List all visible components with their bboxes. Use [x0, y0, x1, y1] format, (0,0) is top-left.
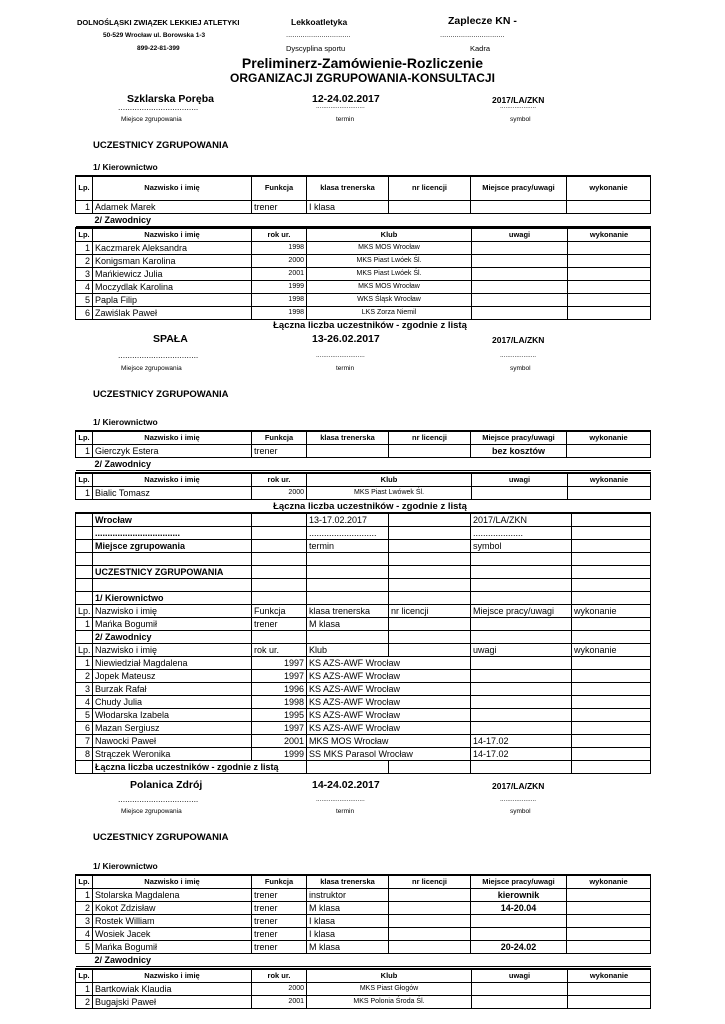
row-function: trener: [252, 618, 307, 631]
row-notes: [471, 657, 572, 670]
table-header-row: [76, 644, 651, 657]
row-name: Strączek Weronika: [93, 748, 252, 761]
row-class: I klasa: [307, 200, 389, 213]
row-lp: 2: [76, 670, 93, 683]
athletes-subheading-row: [76, 458, 651, 471]
row-class: M klasa: [307, 941, 389, 954]
row-club: MKS MOS Wrocław: [307, 242, 472, 255]
row-club: MKS Piast Lwówek Śl.: [307, 487, 472, 500]
license-header: nr licencji: [389, 431, 471, 445]
license-header: nr licencji: [389, 875, 471, 889]
athletes-subheading-row: [76, 954, 651, 967]
workplace-header: Miejsce pracy/uwagi: [471, 431, 567, 445]
cadre-label: Kadra: [470, 44, 491, 53]
row-function: trener: [252, 915, 307, 928]
row-lp: 1: [76, 889, 93, 902]
row-club: KS AZS-AWF Wrocław: [307, 683, 471, 696]
row-lp: 1: [76, 983, 93, 996]
table-row: [76, 281, 651, 294]
table-row: [76, 268, 651, 281]
row-club: SS MKS Parasol Wrocław: [307, 748, 471, 761]
row-name: Bartkowiak Klaudia: [93, 983, 252, 996]
row-function: trener: [252, 902, 307, 915]
lp-header: Lp.: [76, 228, 93, 242]
table-row: [76, 657, 651, 670]
row-lp: 3: [76, 915, 93, 928]
camp1-management-heading: 1/ Kierownictwo: [93, 162, 158, 172]
camp3-place-label: Miejsce zgrupowania: [93, 540, 252, 553]
camp1-symbol-label: symbol: [510, 116, 531, 123]
camp1-symbol-dots: ....................: [500, 103, 537, 110]
camp4-term-label: termin: [336, 808, 355, 815]
row-name: Mańkiewicz Julia: [93, 268, 252, 281]
camp4-term: 14-24.02.2017: [312, 779, 380, 791]
row-name: Bugajski Paweł: [93, 996, 252, 1009]
notes-header: uwagi: [471, 644, 572, 657]
row-class: instruktor: [307, 889, 389, 902]
camp3-symbol: 2017/LA/ZKN: [471, 513, 572, 527]
table-row: [76, 683, 651, 696]
discipline-dots: ...............................: [286, 30, 351, 39]
row-club: LKS Zorza Niemil: [307, 307, 472, 320]
workplace-header: Miejsce pracy/uwagi: [471, 875, 567, 889]
camp4-symbol-label: symbol: [510, 808, 531, 815]
name-header: Nazwisko i imię: [93, 228, 252, 242]
table-row: [76, 307, 651, 320]
row-class: M klasa: [307, 618, 389, 631]
row-lp: 5: [76, 294, 93, 307]
camp1-symbol: 2017/LA/ZKN: [492, 95, 545, 105]
row-name: Zawiślak Paweł: [93, 307, 252, 320]
row-class: M klasa: [307, 902, 389, 915]
page-title: Preliminerz-Zamówienie-Rozliczenie: [241, 55, 484, 71]
function-header: Funkcja: [252, 431, 307, 445]
row-year: 1998: [252, 696, 307, 709]
discipline-value: Lekkoatletyka: [291, 17, 348, 27]
row-year: 1998: [252, 242, 307, 255]
year-header: rok ur.: [252, 228, 307, 242]
row-lp: 2: [76, 902, 93, 915]
row-lp: 1: [76, 242, 93, 255]
table-row: [76, 748, 651, 761]
athletes-subheading-row: [76, 213, 651, 226]
row-club: MKS Polonia Środa Śl.: [307, 996, 472, 1009]
table-row: [76, 255, 651, 268]
name-header: Nazwisko i imię: [93, 644, 252, 657]
name-header: Nazwisko i imię: [93, 969, 252, 983]
execution-header: wykonanie: [567, 875, 651, 889]
club-header: Klub: [307, 644, 389, 657]
license-header: nr licencji: [389, 605, 471, 618]
table-header-row: [76, 969, 651, 983]
discipline-label: Dyscyplina sportu: [286, 44, 346, 53]
table-row: [76, 902, 651, 915]
row-year: 1996: [252, 683, 307, 696]
row-lp: 5: [76, 941, 93, 954]
camp1-term-dots: ...........................: [316, 103, 365, 110]
table-row: [76, 996, 651, 1009]
row-year: 1998: [252, 294, 307, 307]
execution-header: wykonanie: [572, 644, 651, 657]
camp3-place: Wrocław: [93, 513, 252, 527]
notes-header: uwagi: [472, 969, 568, 983]
row-club: WKS Śląsk Wrocław: [307, 294, 472, 307]
org-name: DOLNOŚLĄSKI ZWIĄZEK LEKKIEJ ATLETYKI: [77, 18, 240, 27]
camp3-participants-heading: UCZESTNICY ZGRUPOWANIA: [93, 566, 252, 579]
row-notes: 14-17.02: [471, 748, 572, 761]
table-header-row: [76, 228, 651, 242]
row-execution: [567, 200, 651, 213]
row-name: Nawocki Paweł: [93, 735, 252, 748]
row-notes: [471, 709, 572, 722]
row-lp: 4: [76, 696, 93, 709]
camp2-symbol-dots: ....................: [500, 352, 537, 359]
row-lp: 6: [76, 307, 93, 320]
org-phone: 899-22-81-399: [137, 45, 180, 52]
camp4-place-dots: ..................................: [118, 794, 199, 804]
row-year: 2000: [252, 487, 307, 500]
row-year: 2000: [252, 983, 307, 996]
table-header-row: [76, 605, 651, 618]
row-license: [389, 200, 471, 213]
camp2-place-dots: ..................................: [118, 350, 199, 360]
row-function: trener: [252, 928, 307, 941]
camp2-term-dots: ...........................: [316, 352, 365, 359]
row-notes: [471, 670, 572, 683]
row-club: KS AZS-AWF Wrocław: [307, 657, 471, 670]
camp1-place-dots: ..................................: [118, 102, 199, 112]
camp4-symbol-dots: ....................: [500, 796, 537, 803]
table-row: [76, 200, 651, 213]
org-address: 50-529 Wrocław ul. Borowska 1-3: [103, 32, 206, 39]
camp3-total: Łączna liczba uczestników - zgodnie z listą: [93, 761, 307, 774]
class-header: klasa trenerska: [307, 176, 389, 200]
row-function: trener: [252, 445, 307, 458]
row-year: 2001: [252, 996, 307, 1009]
row-notes: [471, 683, 572, 696]
row-notes: [471, 200, 567, 213]
name-header: Nazwisko i imię: [93, 473, 252, 487]
row-notes: [471, 696, 572, 709]
row-lp: 4: [76, 281, 93, 294]
table-row: [76, 735, 651, 748]
function-header: Funkcja: [252, 875, 307, 889]
lp-header: Lp.: [76, 644, 93, 657]
row-notes: [471, 915, 567, 928]
row-notes: 20-24.02: [471, 941, 567, 954]
camp4-athletes-table: [75, 968, 651, 1009]
camp3-term-label: termin: [307, 540, 389, 553]
row-name: Mańka Bogumił: [93, 618, 252, 631]
lp-header: Lp.: [76, 605, 93, 618]
row-name: Mańka Bogumił: [93, 941, 252, 954]
cadre-dots: ...............................: [440, 30, 505, 39]
row-lp: 3: [76, 683, 93, 696]
camp1-place-label: Miejsce zgrupowania: [121, 116, 182, 123]
row-year: 1997: [252, 657, 307, 670]
table-row: [76, 941, 651, 954]
camp1-management-table: [75, 175, 651, 227]
camp2-total: Łączna liczba uczestników - zgodnie z listą: [273, 501, 467, 512]
year-header: rok ur.: [252, 473, 307, 487]
row-lp: 1: [76, 487, 93, 500]
camp2-management-heading: 1/ Kierownictwo: [93, 417, 158, 427]
table-row: [76, 722, 651, 735]
camp4-term-dots: ...........................: [316, 796, 365, 803]
table-header-row: [76, 176, 651, 200]
camp4-place: Polanica Zdrój: [130, 779, 203, 791]
camp3-place-dots: ..................................: [93, 527, 252, 540]
row-name: Niewiedział Magdalena: [93, 657, 252, 670]
row-name: Wosiek Jacek: [93, 928, 252, 941]
row-year: 1997: [252, 722, 307, 735]
row-name: Adamek Marek: [93, 200, 252, 213]
row-club: MKS Piast Głogów: [307, 983, 472, 996]
table-row: [76, 889, 651, 902]
camp2-participants-heading: UCZESTNICY ZGRUPOWANIA: [93, 389, 229, 400]
camp1-participants-heading: UCZESTNICY ZGRUPOWANIA: [93, 140, 229, 151]
table-row: [76, 487, 651, 500]
notes-header: uwagi: [472, 228, 568, 242]
table-row: [76, 445, 651, 458]
row-name: Mazan Sergiusz: [93, 722, 252, 735]
name-header: Nazwisko i imię: [93, 176, 252, 200]
camp3-symbol-dots: ....................: [471, 527, 572, 540]
camp4-symbol: 2017/LA/ZKN: [492, 781, 545, 791]
camp1-athletes-heading: 2/ Zawodnicy: [93, 213, 651, 226]
camp2-athletes-table: [75, 472, 651, 500]
camp3-symbol-label: symbol: [471, 540, 572, 553]
row-function: trener: [252, 941, 307, 954]
table-row: [76, 983, 651, 996]
row-notes: bez kosztów: [471, 445, 567, 458]
camp1-term-label: termin: [336, 116, 355, 123]
row-lp: 4: [76, 928, 93, 941]
row-name: Stolarska Magdalena: [93, 889, 252, 902]
row-name: Kokot Zdzisław: [93, 902, 252, 915]
club-header: Klub: [307, 969, 472, 983]
row-lp: 2: [76, 255, 93, 268]
lp-header: Lp.: [76, 875, 93, 889]
camp2-athletes-heading: 2/ Zawodnicy: [93, 458, 651, 471]
name-header: Nazwisko i imię: [93, 875, 252, 889]
execution-header: wykonanie: [568, 228, 651, 242]
row-function: trener: [252, 200, 307, 213]
lp-header: Lp.: [76, 473, 93, 487]
row-name: Papla Filip: [93, 294, 252, 307]
camp4-participants-heading: UCZESTNICY ZGRUPOWANIA: [93, 832, 229, 843]
camp2-term: 13-26.02.2017: [312, 333, 380, 345]
row-class: I klasa: [307, 915, 389, 928]
row-notes: 14-17.02: [471, 735, 572, 748]
row-lp: 2: [76, 996, 93, 1009]
table-header-row: [76, 473, 651, 487]
row-name: Konigsman Karolina: [93, 255, 252, 268]
row-lp: 7: [76, 735, 93, 748]
row-club: KS AZS-AWF Wrocław: [307, 696, 471, 709]
club-header: Klub: [307, 228, 472, 242]
camp1-total: Łączna liczba uczestników - zgodnie z listą: [273, 320, 467, 331]
name-header: Nazwisko i imię: [93, 431, 252, 445]
table-row: [76, 915, 651, 928]
year-header: rok ur.: [252, 644, 307, 657]
club-header: Klub: [307, 473, 472, 487]
execution-header: wykonanie: [568, 473, 651, 487]
row-lp: 3: [76, 268, 93, 281]
camp2-place: SPAŁA: [153, 333, 188, 345]
camp2-symbol: 2017/LA/ZKN: [492, 335, 545, 345]
row-lp: 1: [76, 618, 93, 631]
row-club: MKS MOS Wrocław: [307, 281, 472, 294]
row-lp: 6: [76, 722, 93, 735]
class-header: klasa trenerska: [307, 431, 389, 445]
camp3-term: 13-17.02.2017: [307, 513, 389, 527]
row-year: 1997: [252, 670, 307, 683]
row-club: KS AZS-AWF Wrocław: [307, 709, 471, 722]
row-lp: 1: [76, 657, 93, 670]
camp1-athletes-table: [75, 227, 651, 320]
table-row: [76, 670, 651, 683]
class-header: klasa trenerska: [307, 605, 389, 618]
row-name: Chudy Julia: [93, 696, 252, 709]
row-name: Bialic Tomasz: [93, 487, 252, 500]
row-club: KS AZS-AWF Wrocław: [307, 670, 471, 683]
row-notes: [471, 722, 572, 735]
row-year: 1999: [252, 748, 307, 761]
page-subtitle: ORGANIZACJI ZGRUPOWANIA-KONSULTACJI: [230, 71, 495, 85]
workplace-header: Miejsce pracy/uwagi: [471, 176, 567, 200]
table-row: [76, 928, 651, 941]
row-lp: 8: [76, 748, 93, 761]
row-year: 1999: [252, 281, 307, 294]
row-notes: kierownik: [471, 889, 567, 902]
table-header-row: [76, 875, 651, 889]
table-row: [76, 709, 651, 722]
camp2-term-label: termin: [336, 365, 355, 372]
table-row: [76, 294, 651, 307]
row-name: Włodarska Izabela: [93, 709, 252, 722]
row-function: trener: [252, 889, 307, 902]
class-header: klasa trenerska: [307, 875, 389, 889]
row-club: MKS Piast Lwóek Śl.: [307, 255, 472, 268]
table-row: [76, 618, 651, 631]
notes-header: uwagi: [472, 473, 568, 487]
camp3-athletes-heading: 2/ Zawodnicy: [93, 631, 252, 644]
camp3-sheet: [75, 512, 651, 774]
row-lp: 5: [76, 709, 93, 722]
row-lp: 1: [76, 445, 93, 458]
camp2-management-table: [75, 430, 651, 471]
table-header-row: [76, 431, 651, 445]
row-name: Rostek William: [93, 915, 252, 928]
name-header: Nazwisko i imię: [93, 605, 252, 618]
lp-header: Lp.: [76, 431, 93, 445]
execution-header: wykonanie: [572, 605, 651, 618]
camp1-place: Szklarska Poręba: [127, 93, 214, 105]
camp1-term: 12-24.02.2017: [312, 93, 380, 105]
row-class: I klasa: [307, 928, 389, 941]
row-year: 2000: [252, 255, 307, 268]
camp2-symbol-label: symbol: [510, 365, 531, 372]
function-header: Funkcja: [252, 605, 307, 618]
execution-header: wykonanie: [568, 969, 651, 983]
execution-header: wykonanie: [567, 431, 651, 445]
camp4-athletes-heading: 2/ Zawodnicy: [93, 954, 651, 967]
row-club: MKS Piast Lwóek Śl.: [307, 268, 472, 281]
row-name: Burzak Rafał: [93, 683, 252, 696]
row-year: 2001: [252, 735, 307, 748]
cadre-value: Zaplecze KN -: [448, 15, 517, 27]
year-header: rok ur.: [252, 969, 307, 983]
row-year: 2001: [252, 268, 307, 281]
row-club: KS AZS-AWF Wrocław: [307, 722, 471, 735]
camp2-place-label: Miejsce zgrupowania: [121, 365, 182, 372]
row-year: 1998: [252, 307, 307, 320]
row-lp: 1: [76, 200, 93, 213]
camp4-management-heading: 1/ Kierownictwo: [93, 861, 158, 871]
function-header: Funkcja: [252, 176, 307, 200]
row-name: Gierczyk Estera: [93, 445, 252, 458]
camp4-place-label: Miejsce zgrupowania: [121, 808, 182, 815]
row-name: Kaczmarek Aleksandra: [93, 242, 252, 255]
row-notes: [471, 928, 567, 941]
row-name: Jopek Mateusz: [93, 670, 252, 683]
row-year: 1995: [252, 709, 307, 722]
table-row: [76, 242, 651, 255]
row-club: MKS MOS Wrocław: [307, 735, 471, 748]
row-name: Moczydlak Karolina: [93, 281, 252, 294]
lp-header: Lp.: [76, 176, 93, 200]
row-notes: 14-20.04: [471, 902, 567, 915]
camp3-management-heading: 1/ Kierownictwo: [93, 592, 252, 605]
camp3-term-dots: ...........................: [307, 527, 389, 540]
execution-header: wykonanie: [567, 176, 651, 200]
workplace-header: Miejsce pracy/uwagi: [471, 605, 572, 618]
lp-header: Lp.: [76, 969, 93, 983]
table-row: [76, 696, 651, 709]
camp4-management-table: [75, 874, 651, 967]
license-header: nr licencji: [389, 176, 471, 200]
